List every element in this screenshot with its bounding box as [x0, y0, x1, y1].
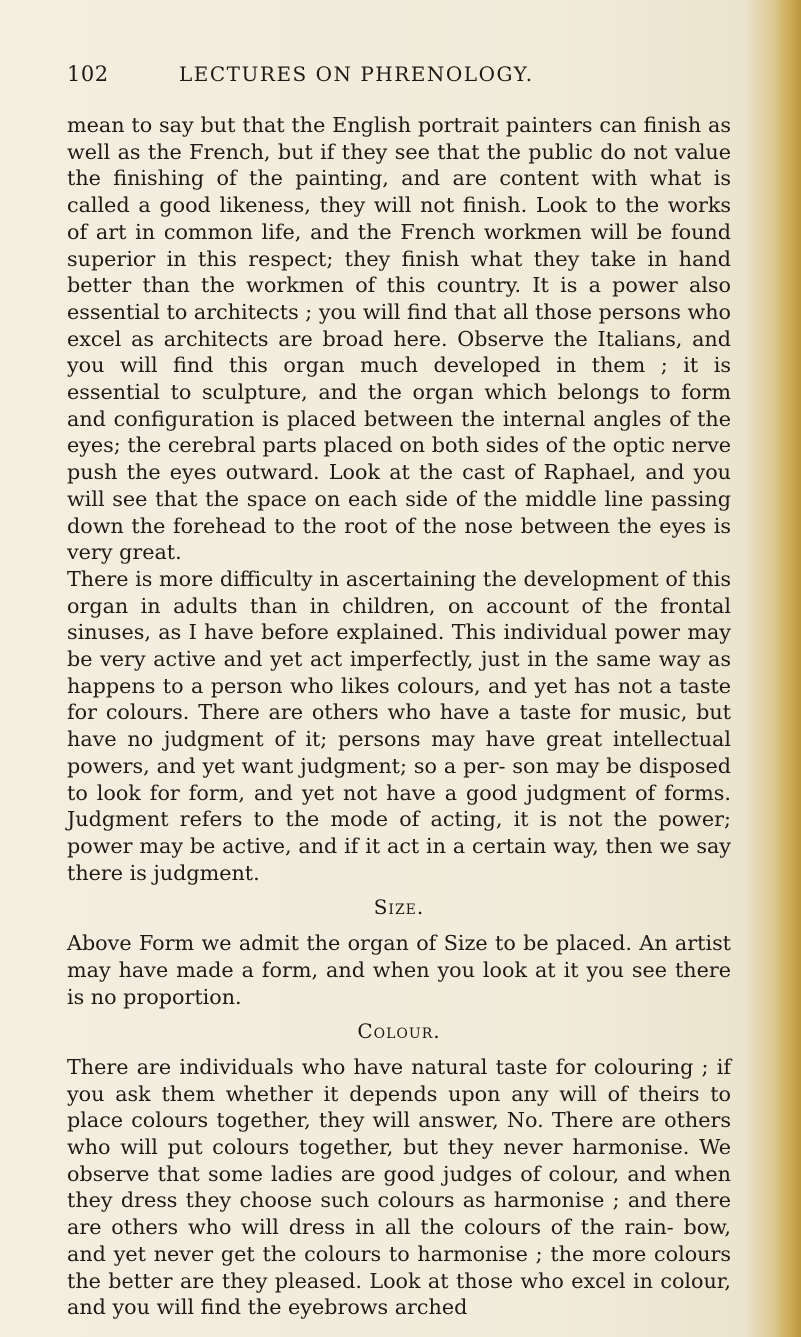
paragraph-1: mean to say but that the English portrait painters can finish as well as the French, but if they see that the public do not value the finishing of the painting, and are content with what is called a good likeness, they will not finish. Look to the works of art in common life, and the French workmen will be found superior in this respect; they finish what they take in hand better than the workmen of this country. It is a power also essential to architects ; you will find that all those persons who excel as architects are broad here. Observe the Italians, and you will find this organ much developed in them ; it is essential to sculpture, and the organ which belongs to form and configuration is placed between the internal angles of the eyes; the cerebral parts placed on both sides of the optic nerve push the eyes outward. Look at the cast of Raphael, and you will see that the space on each side of the middle line passing down the forehead to the root of the nose between the eyes is very great.	[67, 113, 731, 565]
page-edge-discoloration	[775, 0, 801, 1337]
body-text	[67, 112, 731, 1321]
page-number: 102	[67, 62, 109, 86]
paragraph-2: There is more difficulty in ascertaining the development of this organ in adults than in children, on account of the frontal sinuses, as I have before explained. This individual power may be very active and yet act imperfectly, just in the same way as happens to a person who likes colours, and yet has not a taste for colours. There are others who have a taste for music, but have no judgment of it; persons may have great intellectual powers, and yet want judgment; so a per- son may be disposed to look for form, and yet not have a good judgment of forms. Judgment refers to the mode of acting, it is not the power; power may be active, and if it act in a certain way, then we say there is judgment.	[67, 566, 731, 885]
paragraph-3: Above Form we admit the organ of Size to be placed. An artist may have made a form, and when you look at it you see there is no proportion.	[67, 931, 731, 1009]
page-header	[67, 62, 731, 92]
section-heading-size: Size.	[373, 895, 425, 920]
section-heading-colour: Colour.	[357, 1019, 441, 1044]
running-head: LECTURES ON PHRENOLOGY.	[179, 62, 534, 86]
paragraph-4: There are individuals who have natural taste for colouring ; if you ask them whether it depends upon any will of theirs to place colours together, they will answer, No. There are others who will put colours together, but they never harmonise. We observe that some ladies are good judges of colour, and when they dress they choose such colours as harmonise ; and there are others who will dress in all the colours of the rain- bow, and yet never get the colours to harmonise ; the more colours the better are they pleased. Look at those who excel in colour, and you will find the eyebrows arched	[67, 1054, 731, 1320]
